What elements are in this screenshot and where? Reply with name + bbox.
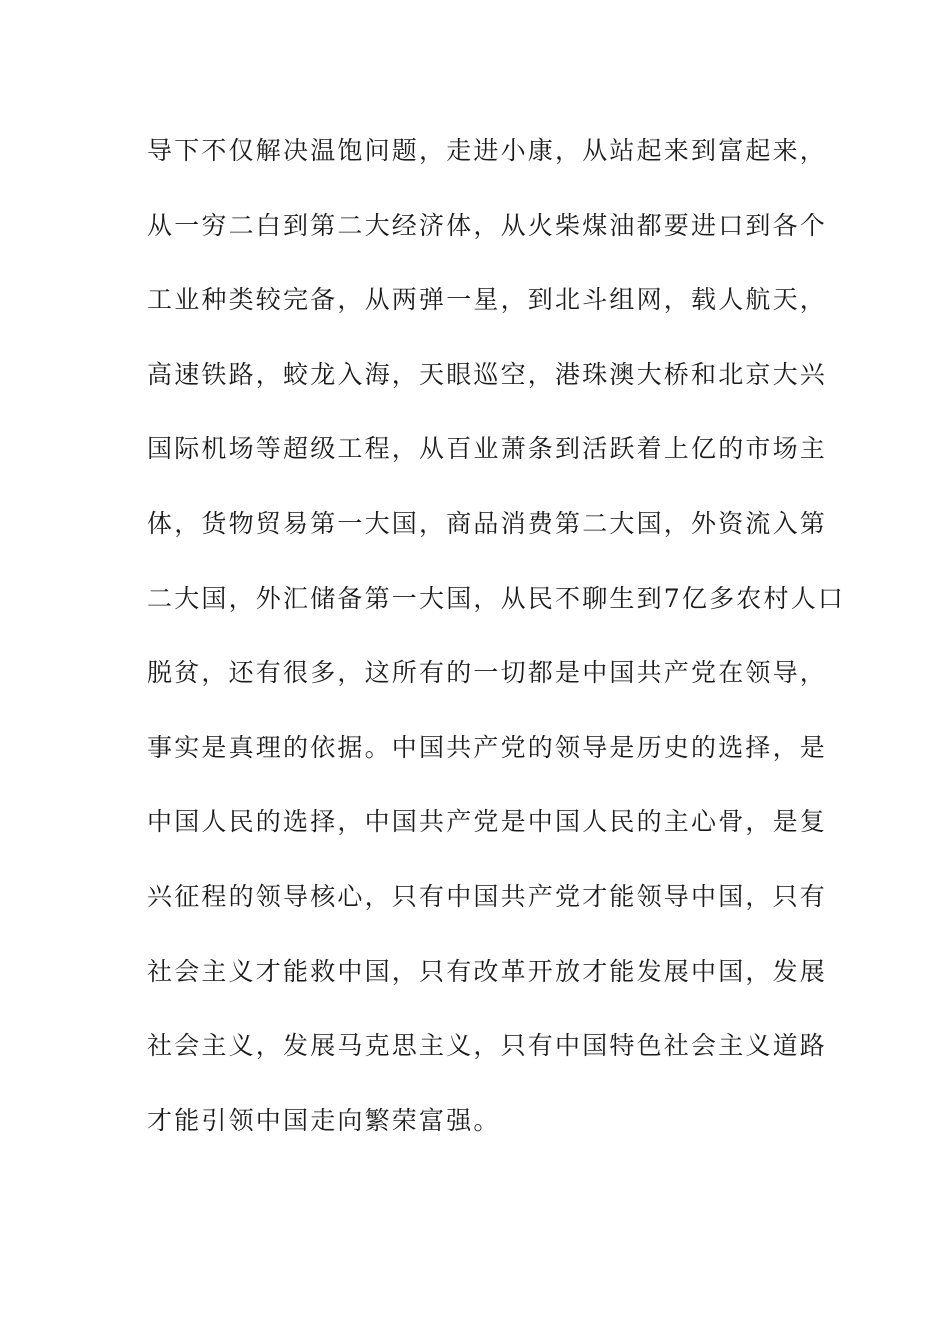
text-line-5: 国际机场等超级工程，从百业萧条到活跃着上亿的市场主 [147,434,828,464]
text-line-7: 二大国，外汇储备第一大国，从民不聊生到7亿多农村人口 [147,583,846,613]
text-line-3: 工业种类较完备，从两弹一星，到北斗组网，载人航天， [147,285,828,315]
text-line-8: 脱贫，还有很多，这所有的一切都是中国共产党在领导， [147,658,828,688]
body-paragraph [147,131,846,1175]
text-line-2: 从一穷二白到第二大经济体，从火柴煤油都要进口到各个 [147,210,828,240]
text-line-4: 高速铁路，蛟龙入海，天眼巡空，港珠澳大桥和北京大兴 [147,359,828,389]
text-line-11: 兴征程的领导核心，只有中国共产党才能领导中国，只有 [147,881,828,911]
text-line-9: 事实是真理的依据。中国共产党的领导是历史的选择，是 [147,732,828,762]
text-line-13: 社会主义，发展马克思主义，只有中国特色社会主义道路 [147,1031,828,1061]
text-line-1: 导下不仅解决温饱问题，走进小康，从站起来到富起来， [147,136,828,165]
text-line-6: 体，货物贸易第一大国，商品消费第二大国，外资流入第 [147,508,828,538]
text-line-12: 社会主义才能救中国，只有改革开放才能发展中国，发展 [147,956,828,986]
text-line-14: 才能引领中国走向繁荣富强。 [147,1105,501,1135]
text-line-10: 中国人民的选择，中国共产党是中国人民的主心骨，是复 [147,807,828,837]
